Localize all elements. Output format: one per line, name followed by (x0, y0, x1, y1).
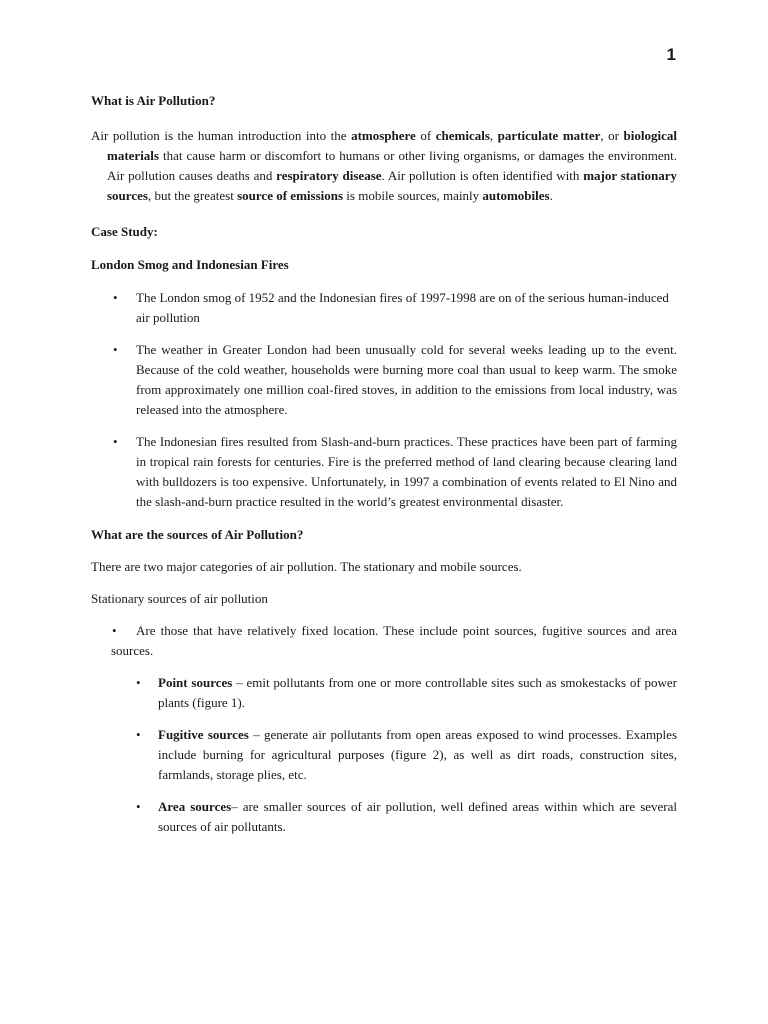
bold-term: automobiles (482, 188, 550, 203)
list-item-text: The London smog of 1952 and the Indonesian fires of 1997-1998 are on of the serious human-induced air pollution (136, 290, 669, 325)
text-run: . (549, 188, 553, 203)
list-item-text: The Indonesian fires resulted from Slash-and-burn practices. These practices have been part of farming in tropical rain forests for centuries. Fire is the preferred method of land clearing because clearing land with bulldozers is too expensive. Unfortunately, in 1997 a combination of events related to El Nino and the slash-and-burn practice resulted in the world’s greatest environmental disaster. (136, 434, 677, 509)
heading-case-study: Case Study: (91, 224, 158, 239)
source-text: – generate air pollutants from open areas exposed to wind processes. Examples include burning for agricultural purposes (figure 2), as well as dirt roads, construction sites, farmlands, storage plies, etc. (158, 727, 677, 782)
heading-london-smog: London Smog and Indonesian Fires (91, 257, 289, 272)
list-item (91, 797, 677, 837)
list-item (91, 725, 677, 785)
source-types-list (91, 673, 677, 837)
source-term: Fugitive sources (158, 727, 249, 742)
text-run: , or (600, 128, 624, 143)
list-item (91, 340, 677, 420)
text-run: , but the greatest (147, 188, 238, 203)
text-run: , (489, 128, 498, 143)
bullet-icon: • (136, 799, 141, 814)
text-run: that cause harm or discomfort to humans or other living organisms, or damages the environment. Air pollution causes deaths and (107, 148, 677, 183)
list-item (91, 673, 677, 713)
sources-intro: There are two major categories of air pollution. The stationary and mobile sources. (91, 559, 522, 574)
heading-what-is-air-pollution: What is Air Pollution? (91, 93, 216, 108)
case-study-list (91, 288, 677, 512)
list-item (91, 288, 677, 328)
list-item (91, 432, 677, 512)
list-item-text: The weather in Greater London had been unusually cold for several weeks leading up to the event. Because of the cold weather, households were burning more coal than usual to keep warm. The smoke from approximately one million coal-fired stoves, in addition to the emissions from local industry, was released into the atmosphere. (136, 342, 677, 417)
bullet-icon: • (113, 342, 118, 357)
bold-term: respiratory disease (276, 168, 382, 183)
bold-term: source of emissions (237, 188, 344, 203)
air-pollution-definition (91, 126, 677, 206)
text-run: Air pollution is the human introduction into the (91, 128, 352, 143)
bullet-icon: • (113, 290, 118, 305)
bullet-icon: • (113, 434, 118, 449)
stationary-description-text: Are those that have relatively fixed location. These include point sources, fugitive sources and area sources. (111, 623, 677, 658)
source-term: Area sources (158, 799, 232, 814)
bullet-icon: • (112, 623, 117, 638)
bold-term: major stationary sources (107, 168, 678, 203)
source-text: – emit pollutants from one or more controllable sites such as smokestacks of power plants (figure 1). (158, 675, 677, 710)
source-term: Point sources (158, 675, 233, 690)
document-body (91, 91, 677, 837)
stationary-sources-description (91, 621, 677, 661)
page-number: 1 (666, 45, 676, 64)
bold-term: atmosphere (351, 128, 416, 143)
text-run: of (415, 128, 436, 143)
bullet-icon: • (136, 675, 141, 690)
source-text: – are smaller sources of air pollution, well defined areas within which are several sources of air pollutants. (158, 799, 678, 834)
bullet-icon: • (136, 727, 141, 742)
bold-term: particulate matter (497, 128, 601, 143)
bold-term: chemicals (435, 128, 490, 143)
text-run: . Air pollution is often identified with (381, 168, 584, 183)
stationary-sources-label: Stationary sources of air pollution (91, 591, 268, 606)
text-run: is mobile sources, mainly (343, 188, 483, 203)
heading-sources: What are the sources of Air Pollution? (91, 527, 304, 542)
bold-term: biological materials (107, 128, 677, 163)
